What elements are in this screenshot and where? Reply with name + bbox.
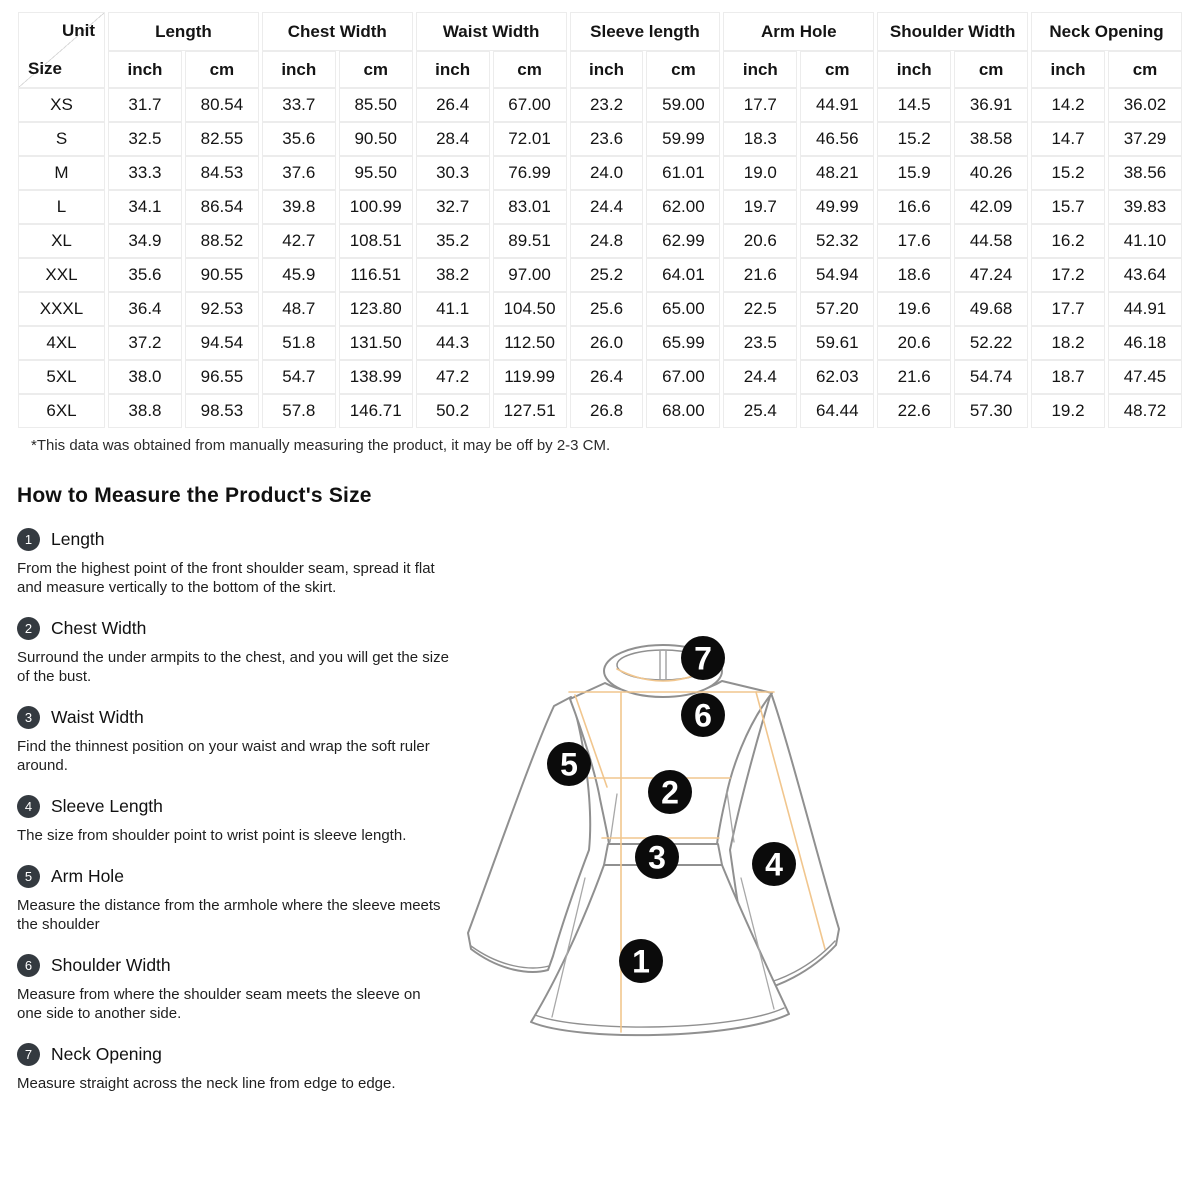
measure-item: [17, 617, 470, 686]
unit-header: inch: [723, 51, 797, 88]
measurement-cell: 54.74: [954, 360, 1028, 394]
measurement-cell: 104.50: [493, 292, 567, 326]
table-row: [18, 326, 1182, 360]
measurement-cell: 15.2: [1031, 156, 1105, 190]
unit-header: inch: [570, 51, 644, 88]
measurement-cell: 36.4: [108, 292, 182, 326]
table-row: [18, 224, 1182, 258]
step-badge: 3: [17, 706, 40, 729]
measurement-cell: 25.6: [570, 292, 644, 326]
unit-header: inch: [108, 51, 182, 88]
measure-item-heading: [17, 706, 470, 729]
measurement-cell: 57.8: [262, 394, 336, 428]
size-cell: 6XL: [18, 394, 105, 428]
measurement-cell: 80.54: [185, 88, 259, 122]
measurement-cell: 62.99: [646, 224, 720, 258]
column-group-header: Neck Opening: [1031, 12, 1182, 51]
measurement-cell: 18.6: [877, 258, 951, 292]
measurement-cell: 19.6: [877, 292, 951, 326]
step-label: Shoulder Width: [51, 955, 171, 975]
measurement-cell: 32.5: [108, 122, 182, 156]
measurement-cell: 49.99: [800, 190, 874, 224]
measurement-cell: 32.7: [416, 190, 490, 224]
measurement-cell: 30.3: [416, 156, 490, 190]
measurement-cell: 90.55: [185, 258, 259, 292]
measurement-cell: 40.26: [954, 156, 1028, 190]
table-unit-header-row: [18, 51, 1182, 88]
measurement-cell: 19.2: [1031, 394, 1105, 428]
measurement-cell: 108.51: [339, 224, 413, 258]
corner-unit-label: Unit: [61, 21, 95, 40]
measurement-cell: 76.99: [493, 156, 567, 190]
measurement-cell: 17.2: [1031, 258, 1105, 292]
measurement-cell: 20.6: [877, 326, 951, 360]
measurement-cell: 89.51: [493, 224, 567, 258]
unit-header: inch: [1031, 51, 1105, 88]
size-cell: XXXL: [18, 292, 105, 326]
measurement-cell: 24.4: [570, 190, 644, 224]
unit-header: inch: [262, 51, 336, 88]
measurement-cell: 16.6: [877, 190, 951, 224]
measurement-cell: 47.24: [954, 258, 1028, 292]
measurement-cell: 119.99: [493, 360, 567, 394]
measure-item: [17, 795, 470, 845]
measurement-cell: 14.5: [877, 88, 951, 122]
measurement-cell: 38.58: [954, 122, 1028, 156]
measurement-cell: 35.6: [108, 258, 182, 292]
measurement-note: *This data was obtained from manually measuring the product, it may be off by 2-3 CM.: [31, 437, 611, 454]
measurement-cell: 17.6: [877, 224, 951, 258]
measurement-cell: 88.52: [185, 224, 259, 258]
measurement-cell: 42.7: [262, 224, 336, 258]
step-description: Measure from where the shoulder seam meets the sleeve on one side to another side.: [17, 986, 421, 1022]
measure-item: [17, 528, 470, 597]
svg-text:6: 6: [694, 697, 712, 734]
step-badge: 5: [17, 865, 40, 888]
measurement-cell: 23.2: [570, 88, 644, 122]
measure-item-heading: [17, 795, 470, 818]
size-cell: L: [18, 190, 105, 224]
step-label: Arm Hole: [51, 866, 124, 886]
measurement-cell: 96.55: [185, 360, 259, 394]
step-description: Measure the distance from the armhole where the sleeve meets the shoulder: [17, 897, 441, 933]
measurement-cell: 46.18: [1108, 326, 1182, 360]
measure-item: [17, 865, 470, 934]
unit-header: cm: [800, 51, 874, 88]
svg-text:5: 5: [560, 746, 578, 783]
unit-header: cm: [1108, 51, 1182, 88]
measurement-cell: 59.00: [646, 88, 720, 122]
measurement-cell: 39.83: [1108, 190, 1182, 224]
size-chart-table: [15, 12, 1185, 428]
measurement-cell: 57.30: [954, 394, 1028, 428]
size-cell: XXL: [18, 258, 105, 292]
measurement-cell: 44.91: [1108, 292, 1182, 326]
measurement-cell: 82.55: [185, 122, 259, 156]
measurement-cell: 51.8: [262, 326, 336, 360]
measurement-cell: 52.22: [954, 326, 1028, 360]
unit-header: cm: [339, 51, 413, 88]
measurement-cell: 65.99: [646, 326, 720, 360]
measurement-cell: 98.53: [185, 394, 259, 428]
measurement-cell: 41.10: [1108, 224, 1182, 258]
measurement-cell: 48.72: [1108, 394, 1182, 428]
measurement-cell: 26.8: [570, 394, 644, 428]
measurement-cell: 34.1: [108, 190, 182, 224]
measurement-cell: 24.0: [570, 156, 644, 190]
svg-text:3: 3: [648, 839, 666, 876]
measurement-cell: 26.4: [416, 88, 490, 122]
column-group-header: Waist Width: [416, 12, 567, 51]
measure-item: [17, 954, 470, 1023]
step-label: Neck Opening: [51, 1044, 162, 1064]
size-cell: 5XL: [18, 360, 105, 394]
measurement-cell: 47.2: [416, 360, 490, 394]
measurement-cell: 97.00: [493, 258, 567, 292]
step-badge: 4: [17, 795, 40, 818]
measurement-cell: 24.4: [723, 360, 797, 394]
measurement-cell: 83.01: [493, 190, 567, 224]
measure-item-heading: [17, 954, 470, 977]
table-group-header-row: [18, 12, 1182, 51]
measurement-cell: 26.0: [570, 326, 644, 360]
measurement-cell: 65.00: [646, 292, 720, 326]
step-badge: 2: [17, 617, 40, 640]
measure-item-heading: [17, 528, 470, 551]
size-cell: M: [18, 156, 105, 190]
size-cell: XS: [18, 88, 105, 122]
column-group-header: Length: [108, 12, 259, 51]
measure-item-heading: [17, 865, 470, 888]
measurement-cell: 138.99: [339, 360, 413, 394]
step-description: Find the thinnest position on your waist and wrap the soft ruler around.: [17, 738, 430, 774]
table-row: [18, 292, 1182, 326]
measurement-cell: 18.3: [723, 122, 797, 156]
unit-size-corner-cell: [18, 12, 105, 88]
measurement-cell: 48.21: [800, 156, 874, 190]
measurement-cell: 90.50: [339, 122, 413, 156]
measurement-cell: 37.2: [108, 326, 182, 360]
size-cell: 4XL: [18, 326, 105, 360]
measurement-cell: 131.50: [339, 326, 413, 360]
measurement-cell: 36.91: [954, 88, 1028, 122]
table-row: [18, 190, 1182, 224]
measurement-cell: 62.03: [800, 360, 874, 394]
measurement-cell: 23.5: [723, 326, 797, 360]
table-row: [18, 360, 1182, 394]
step-description: Measure straight across the neck line from edge to edge.: [17, 1075, 396, 1092]
measurement-cell: 19.0: [723, 156, 797, 190]
svg-text:2: 2: [661, 774, 679, 811]
measurement-cell: 42.09: [954, 190, 1028, 224]
step-label: Waist Width: [51, 707, 144, 727]
unit-header: cm: [493, 51, 567, 88]
measurement-cell: 57.20: [800, 292, 874, 326]
column-group-header: Chest Width: [262, 12, 413, 51]
measure-item-heading: [17, 617, 470, 640]
measurement-cell: 84.53: [185, 156, 259, 190]
diagram-badge: [547, 742, 591, 786]
measurement-cell: 43.64: [1108, 258, 1182, 292]
svg-text:4: 4: [765, 846, 783, 883]
measurement-cell: 22.5: [723, 292, 797, 326]
measurement-cell: 50.2: [416, 394, 490, 428]
measurement-cell: 49.68: [954, 292, 1028, 326]
measurement-cell: 17.7: [723, 88, 797, 122]
measurement-cell: 41.1: [416, 292, 490, 326]
table-row: [18, 394, 1182, 428]
step-description: The size from shoulder point to wrist point is sleeve length.: [17, 827, 407, 844]
column-group-header: Shoulder Width: [877, 12, 1028, 51]
measurement-cell: 25.4: [723, 394, 797, 428]
measurement-cell: 45.9: [262, 258, 336, 292]
measurement-cell: 19.7: [723, 190, 797, 224]
unit-header: cm: [185, 51, 259, 88]
measurement-cell: 18.2: [1031, 326, 1105, 360]
measure-item-heading: [17, 1043, 470, 1066]
table-row: [18, 258, 1182, 292]
step-badge: 6: [17, 954, 40, 977]
measurement-cell: 23.6: [570, 122, 644, 156]
measurement-cell: 48.7: [262, 292, 336, 326]
measurement-cell: 146.71: [339, 394, 413, 428]
section-title: How to Measure the Product's Size: [17, 484, 372, 507]
measurement-cell: 38.56: [1108, 156, 1182, 190]
svg-text:7: 7: [694, 640, 712, 677]
measurement-cell: 64.44: [800, 394, 874, 428]
measurement-cell: 100.99: [339, 190, 413, 224]
measurement-cell: 15.9: [877, 156, 951, 190]
measurement-cell: 44.58: [954, 224, 1028, 258]
measurement-cell: 21.6: [877, 360, 951, 394]
measurement-cell: 54.7: [262, 360, 336, 394]
measurement-cell: 116.51: [339, 258, 413, 292]
corner-size-label: Size: [28, 59, 63, 78]
measurement-cell: 33.7: [262, 88, 336, 122]
measurement-cell: 85.50: [339, 88, 413, 122]
measurement-cell: 38.0: [108, 360, 182, 394]
measurement-cell: 14.7: [1031, 122, 1105, 156]
measurement-cell: 31.7: [108, 88, 182, 122]
column-group-header: Arm Hole: [723, 12, 874, 51]
measurement-cell: 33.3: [108, 156, 182, 190]
unit-header: cm: [646, 51, 720, 88]
measurement-cell: 37.29: [1108, 122, 1182, 156]
measurement-cell: 86.54: [185, 190, 259, 224]
measurement-cell: 92.53: [185, 292, 259, 326]
column-group-header: Sleeve length: [570, 12, 721, 51]
step-description: From the highest point of the front shoulder seam, spread it flat and measure vertically to the bottom of the skirt.: [17, 560, 435, 596]
measurement-cell: 24.8: [570, 224, 644, 258]
unit-header: inch: [877, 51, 951, 88]
measure-item: [17, 1043, 470, 1093]
measurement-cell: 37.6: [262, 156, 336, 190]
measurement-cell: 22.6: [877, 394, 951, 428]
measurement-cell: 72.01: [493, 122, 567, 156]
unit-header: cm: [954, 51, 1028, 88]
measurement-cell: 28.4: [416, 122, 490, 156]
table-row: [18, 156, 1182, 190]
measurement-cell: 25.2: [570, 258, 644, 292]
step-label: Length: [51, 529, 105, 549]
measurement-cell: 94.54: [185, 326, 259, 360]
measurement-cell: 64.01: [646, 258, 720, 292]
measurement-cell: 15.2: [877, 122, 951, 156]
measurement-cell: 38.2: [416, 258, 490, 292]
diagram-badge: [681, 693, 725, 737]
dress-diagram: [458, 631, 848, 1041]
table-row: [18, 122, 1182, 156]
measurement-cell: 44.91: [800, 88, 874, 122]
table-row: [18, 88, 1182, 122]
measurement-cell: 16.2: [1031, 224, 1105, 258]
measurement-cell: 67.00: [493, 88, 567, 122]
step-label: Sleeve Length: [51, 796, 163, 816]
measurement-cell: 20.6: [723, 224, 797, 258]
measurement-cell: 14.2: [1031, 88, 1105, 122]
measurement-cell: 59.61: [800, 326, 874, 360]
measurement-cell: 59.99: [646, 122, 720, 156]
svg-text:1: 1: [632, 943, 650, 980]
measurement-cell: 52.32: [800, 224, 874, 258]
measurement-cell: 61.01: [646, 156, 720, 190]
diagram-badge: [635, 835, 679, 879]
measurement-cell: 112.50: [493, 326, 567, 360]
diagram-badge: [619, 939, 663, 983]
step-badge: 1: [17, 528, 40, 551]
measurement-cell: 39.8: [262, 190, 336, 224]
measure-item: [17, 706, 470, 775]
measurement-cell: 95.50: [339, 156, 413, 190]
measurement-cell: 35.6: [262, 122, 336, 156]
measurement-cell: 35.2: [416, 224, 490, 258]
measurement-cell: 15.7: [1031, 190, 1105, 224]
size-chart-section: [0, 0, 1200, 454]
size-cell: XL: [18, 224, 105, 258]
measurement-cell: 47.45: [1108, 360, 1182, 394]
measurement-cell: 54.94: [800, 258, 874, 292]
measurement-cell: 46.56: [800, 122, 874, 156]
measurement-cell: 34.9: [108, 224, 182, 258]
measurement-cell: 38.8: [108, 394, 182, 428]
measurement-cell: 26.4: [570, 360, 644, 394]
measurement-cell: 36.02: [1108, 88, 1182, 122]
step-badge: 7: [17, 1043, 40, 1066]
unit-header: inch: [416, 51, 490, 88]
step-description: Surround the under armpits to the chest, and you will get the size of the bust.: [17, 649, 449, 685]
measurement-cell: 17.7: [1031, 292, 1105, 326]
measurement-cell: 123.80: [339, 292, 413, 326]
diagram-badge: [752, 842, 796, 886]
measurement-cell: 67.00: [646, 360, 720, 394]
measurement-cell: 68.00: [646, 394, 720, 428]
measurement-cell: 18.7: [1031, 360, 1105, 394]
measure-instructions: [0, 454, 470, 1093]
diagram-badge: [648, 770, 692, 814]
size-cell: S: [18, 122, 105, 156]
measurement-cell: 62.00: [646, 190, 720, 224]
measurement-cell: 21.6: [723, 258, 797, 292]
measurement-cell: 44.3: [416, 326, 490, 360]
diagram-badge: [681, 636, 725, 680]
step-label: Chest Width: [51, 618, 147, 638]
measurement-cell: 127.51: [493, 394, 567, 428]
